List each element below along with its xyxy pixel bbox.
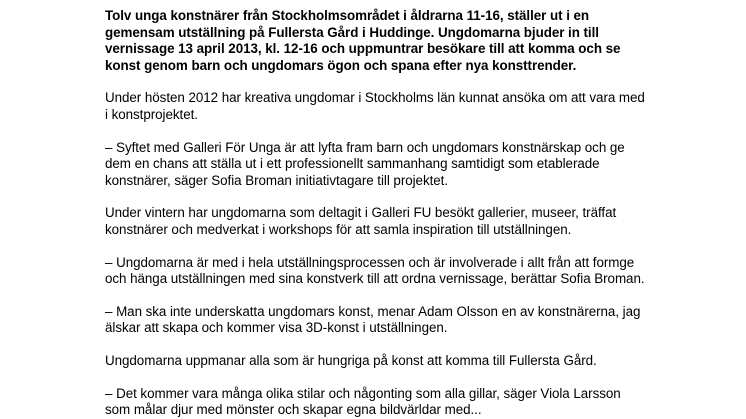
paragraph-4: – Ungdomarna är med i hela utställningsprocessen och är involverade i allt från att formge och hänga utställningen med sina konstverk till att ordna vernissage, berättar Sofia Broman. <box>105 254 645 287</box>
paragraph-3: Under vintern har ungdomarna som deltagit i Galleri FU besökt gallerier, museer, träffat konstnärer och medverkat i workshops för att samla inspiration till utställningen. <box>105 205 617 237</box>
lead-paragraph: Tolv unga konstnärer från Stockholmsområdet i åldrarna 11-16, ställer ut i en gemensam utställning på Fullersta Gård i Huddinge. Ungdomarna bjuder in till vernissage 13 april 2013, kl. 12-16 och uppmuntrar besökare till att komma och se konst genom barn och ungdomars ögon och spana efter nya konsttrender. <box>105 8 621 73</box>
paragraph-2: – Syftet med Galleri För Unga är att lyfta fram barn och ungdomars konstnärskap och ge dem en chans att ställa ut i ett professionellt sammanhang samtidigt som etablerade konstnärer, säger Sofia Broman initiativtagare till projektet. <box>105 139 625 188</box>
paragraph-1: Under hösten 2012 har kreativa ungdomar i Stockholms län kunnat ansöka om att vara med i konstprojektet. <box>105 90 645 122</box>
article-body <box>105 8 645 419</box>
paragraph-5: – Man ska inte underskatta ungdomars konst, menar Adam Olsson en av konstnärerna, jag älskar att skapa och kommer visa 3D-konst i utställningen. <box>105 303 641 336</box>
paragraph-6: Ungdomarna uppmanar alla som är hungriga på konst att komma till Fullersta Gård. <box>105 352 597 368</box>
paragraph-7: – Det kommer vara många olika stilar och någonting som alla gillar, säger Viola Larsson som målar djur med mönster och skapar egna bildvärldar med... <box>105 385 621 418</box>
